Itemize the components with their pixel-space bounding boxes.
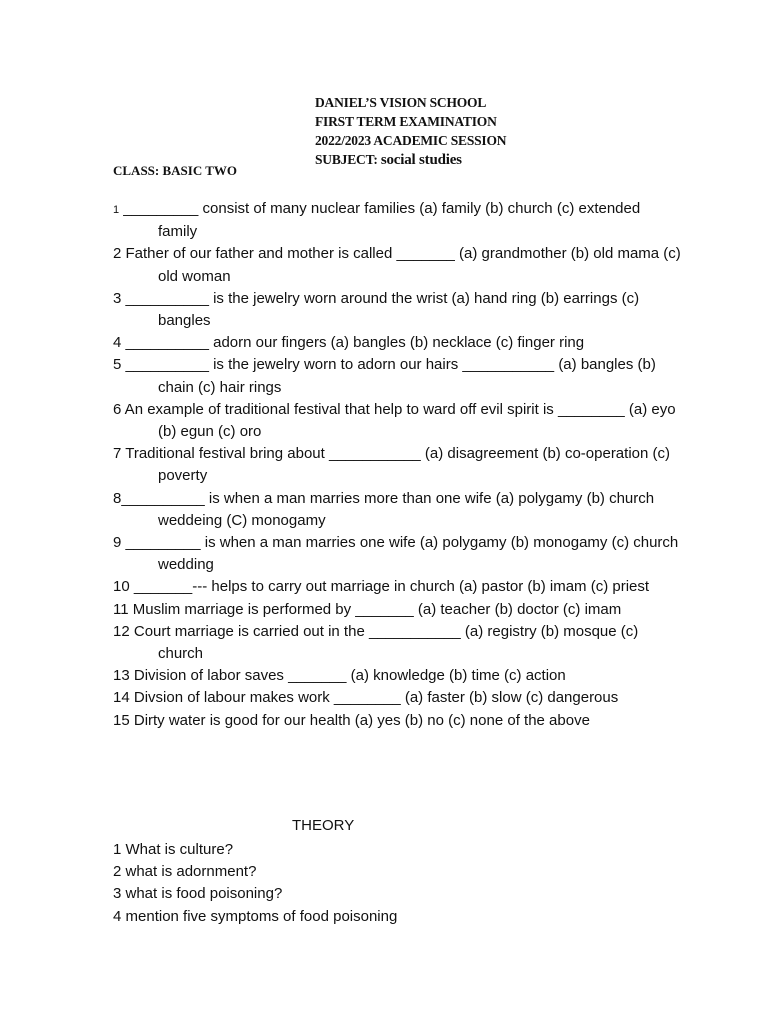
school-name: DANIEL’S VISION SCHOOL — [315, 95, 487, 110]
objective-questions — [113, 198, 683, 732]
question-text: Division of labor saves _______ (a) knowledge (b) time (c) action — [129, 667, 566, 685]
question-text: Muslim marriage is performed by _______ (a) teacher (b) doctor (c) imam — [128, 600, 622, 618]
question-item — [113, 532, 683, 576]
question-text: Traditional festival bring about ___________ (a) disagreement (b) co-operation (c) poverty — [121, 445, 670, 485]
theory-item: 4 mention five symptoms of food poisoning — [113, 907, 398, 925]
subject-label: SUBJECT: — [315, 152, 381, 167]
question-text: Court marriage is carried out in the ___________ (a) registry (b) mosque (c) church — [129, 622, 639, 663]
question-number: 15 — [113, 711, 130, 729]
question-number: 11 — [113, 600, 129, 618]
question-item — [113, 399, 683, 443]
question-number: 10 — [113, 578, 130, 596]
question-number: 9 — [113, 534, 122, 552]
subject-line — [315, 150, 506, 170]
question-item — [113, 665, 683, 687]
theory-item: 2 what is adornment? — [113, 863, 257, 881]
question-item — [113, 243, 683, 287]
question-item — [113, 488, 683, 532]
question-item — [113, 198, 683, 243]
question-number: 13 — [113, 667, 130, 685]
subject-value: social studies — [380, 152, 462, 168]
theory-title: THEORY — [292, 817, 355, 834]
class-line: CLASS: BASIC TWO — [113, 163, 238, 178]
question-text: _______--- helps to carry out marriage in church (a) pastor (b) imam (c) priest — [129, 578, 650, 596]
question-text: Father of our father and mother is called _______ (a) grandmother (b) old mama (c) old woman — [121, 245, 681, 285]
question-item — [113, 621, 683, 665]
question-text: __________ is the jewelry worn around the wrist (a) hand ring (b) earrings (c) bangles — [121, 289, 640, 330]
question-item — [113, 687, 683, 709]
question-number: 6 — [113, 400, 122, 418]
exam-title: FIRST TERM EXAMINATION — [315, 114, 497, 129]
question-number: 8 — [113, 489, 122, 507]
question-item — [113, 288, 683, 332]
question-item — [113, 354, 683, 398]
question-text: __________ adorn our fingers (a) bangles (b) necklace (c) finger ring — [121, 334, 585, 352]
question-item — [113, 576, 683, 598]
question-item — [113, 599, 683, 621]
academic-session: 2022/2023 ACADEMIC SESSION — [315, 133, 507, 148]
question-number: 5 — [113, 356, 122, 374]
question-item — [113, 443, 683, 487]
question-item — [113, 332, 683, 354]
question-text: _________ consist of many nuclear families (a) family (b) church (c) extended family — [119, 200, 641, 241]
question-number: 1 — [113, 204, 120, 216]
question-number: 14 — [113, 689, 130, 707]
question-number: 4 — [113, 334, 122, 352]
question-text: Dirty water is good for our health (a) yes (b) no (c) none of the above — [129, 711, 590, 729]
question-number: 2 — [113, 245, 122, 263]
question-number: 12 — [113, 622, 130, 640]
question-number: 3 — [113, 289, 122, 307]
theory-item: 3 what is food poisoning? — [113, 885, 283, 903]
question-number: 7 — [113, 445, 122, 463]
question-text: _________ is when a man marries one wife (a) polygamy (b) monogamy (c) church wedding — [121, 534, 679, 574]
question-item — [113, 710, 683, 732]
theory-questions — [113, 839, 397, 928]
theory-item: 1 What is culture? — [113, 841, 234, 858]
question-text: Divsion of labour makes work ________ (a) faster (b) slow (c) dangerous — [129, 689, 619, 707]
question-text: __________ is the jewelry worn to adorn our hairs ___________ (a) bangles (b) chain (c) hair rings — [121, 356, 656, 396]
question-text: An example of traditional festival that help to ward off evil spirit is ________ (a) eyo (b) egun (c) oro — [121, 400, 676, 441]
exam-header — [315, 93, 506, 170]
question-text: __________ is when a man marries more than one wife (a) polygamy (b) church weddeing (C) monogamy — [121, 489, 655, 529]
